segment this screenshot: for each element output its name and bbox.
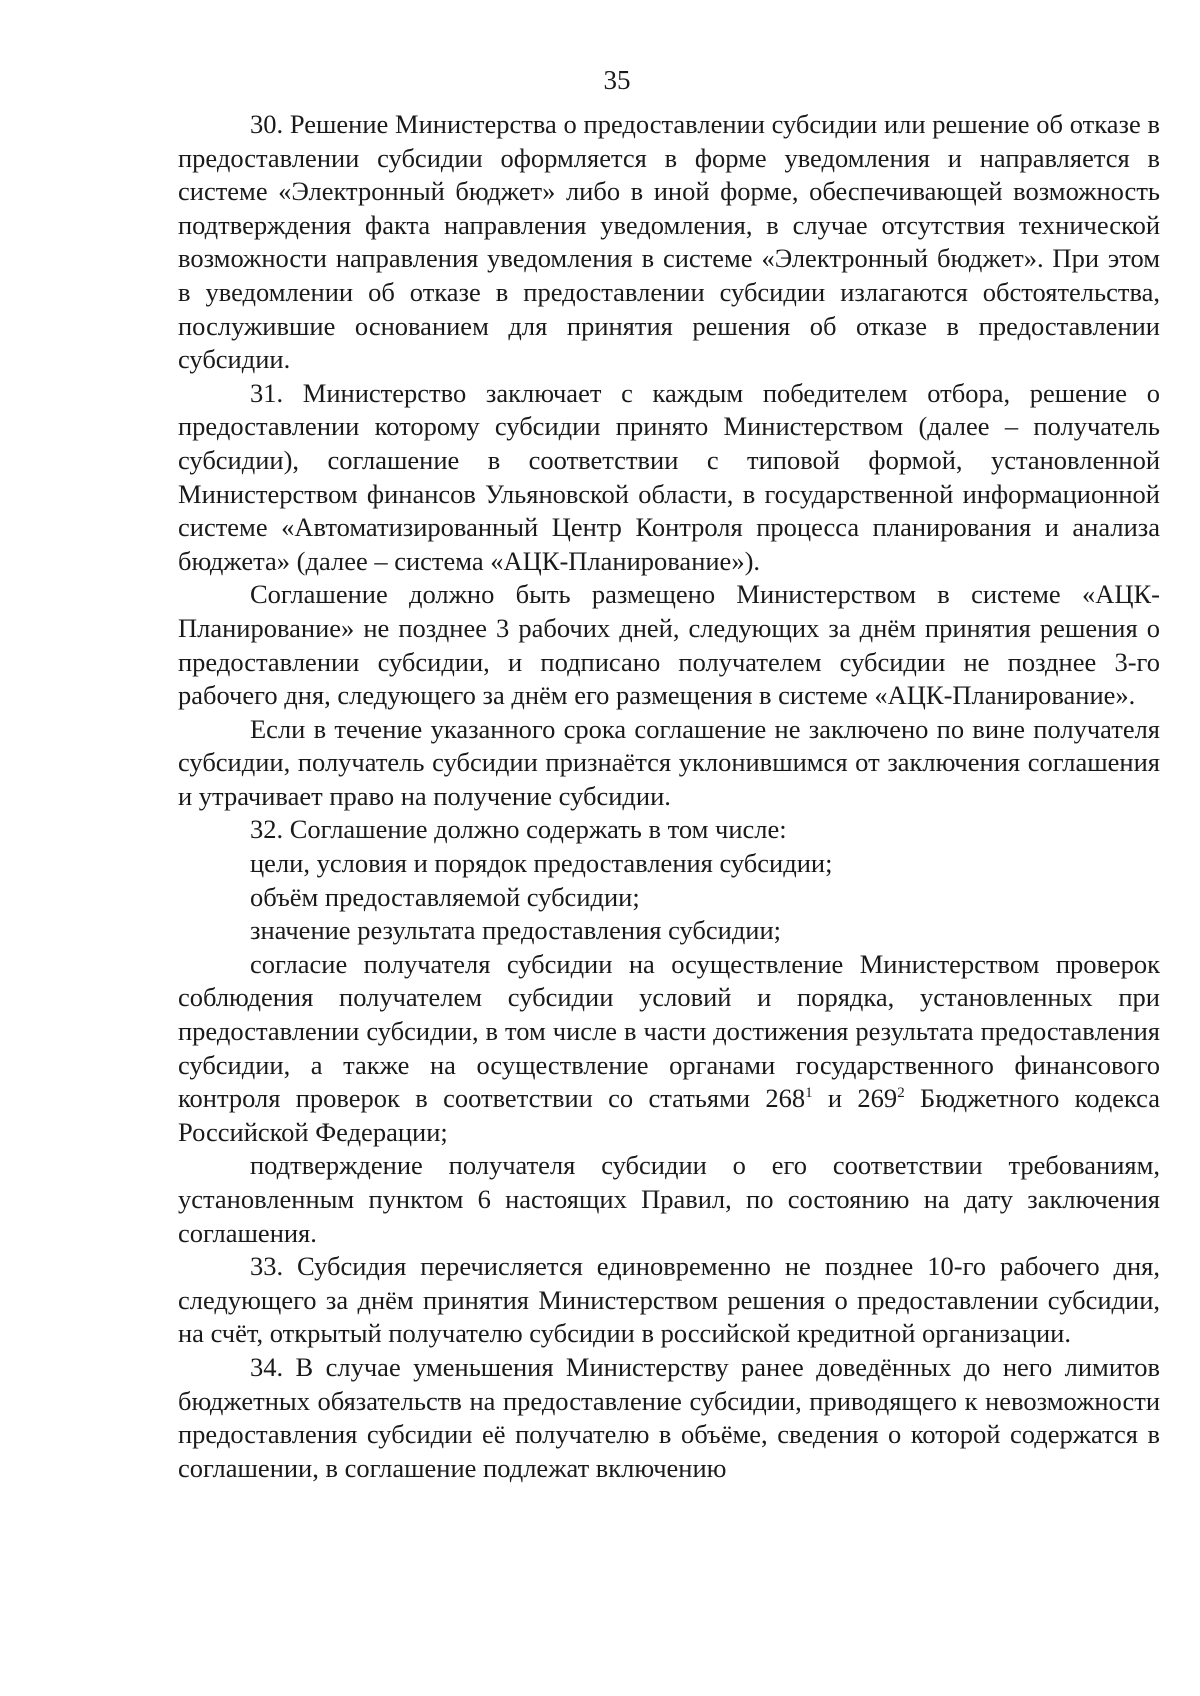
paragraph-agreement-deadline: Если в течение указанного срока соглашение не заключено по вине получателя субсидии, получатель субсидии признаётся уклонившимся от заключения соглашения и утрачивает право на получение субсидии. [178,713,1160,811]
list-item-volume: объём предоставляемой субсидии; [250,881,640,912]
paragraph-agreement-placement: Соглашение должно быть размещено Министерством в системе «АЦК-Планирование» не позднее 3 рабочих дней, следующих за днём принятия решения о предоставлении субсидии, и подписано получателем субсидии не позднее 3-го рабочего дня, следующего за днём его размещения в системе «АЦК-Планирование». [178,579,1160,711]
list-item-confirmation: подтверждение получателя субсидии о его соответствии требованиям, установленным пунктом 6 настоящих Правил, по состоянию на дату заключения соглашения. [178,1150,1160,1248]
paragraph-30: 30. Решение Министерства о предоставлении субсидии или решение об отказе в предоставлении субсидии оформляется в форме уведомления и направляется в системе «Электронный бюджет» либо в иной форме, обеспечивающей возможность подтверждения факта направления уведомления, в случае отсутствия технической возможности направления уведомления в системе «Электронный бюджет». При этом в уведомлении об отказе в предоставлении субсидии излагаются обстоятельства, послужившие основанием для принятия решения об отказе в предоставлении субсидии. [178,109,1160,375]
consent-text-middle: и 269 [812,1083,898,1114]
paragraph-32: 32. Соглашение должно содержать в том числе: [250,814,787,845]
list-item-consent [178,948,1160,1150]
list-item-goals: цели, условия и порядок предоставления субсидии; [250,848,833,879]
list-item-result: значение результата предоставления субсидии; [250,915,782,946]
superscript-2: 2 [897,1085,905,1102]
document-body [178,108,1160,1485]
consent-text-after: Бюджетного кодекса Российской Федерации; [178,1083,1160,1147]
superscript-1: 1 [805,1085,813,1102]
paragraph-33: 33. Субсидия перечисляется единовременно не позднее 10-го рабочего дня, следующего за днём принятия Министерством решения о предоставлении субсидии, на счёт, открытый получателю субсидии в российской кредитной организации. [178,1251,1160,1349]
paragraph-34: 34. В случае уменьшения Министерству ранее доведённых до него лимитов бюджетных обязательств на предоставление субсидии, приводящего к невозможности предоставления субсидии её получателю в объёме, сведения о которой содержатся в соглашении, в соглашение подлежат включению [178,1351,1160,1483]
paragraph-31: 31. Министерство заключает с каждым победителем отбора, решение о предоставлении которому субсидии принято Министерством (далее – получатель субсидии), соглашение в соответствии с типовой формой, установленной Министерством финансов Ульяновской области, в государственной информационной системе «Автоматизированный Центр Контроля процесса планирования и анализа бюджета» (далее – система «АЦК-Планирование»). [178,377,1160,576]
page-number: 35 [603,65,631,95]
consent-text-before: согласие получателя субсидии на осуществление Министерством проверок соблюдения получателем субсидии условий и порядка, установленных при предоставлении субсидии, в том числе в части достижения результата предоставления субсидии, а также на осуществление органами государственного финансового контроля проверок в соответствии со статьями 268 [178,948,1160,1114]
